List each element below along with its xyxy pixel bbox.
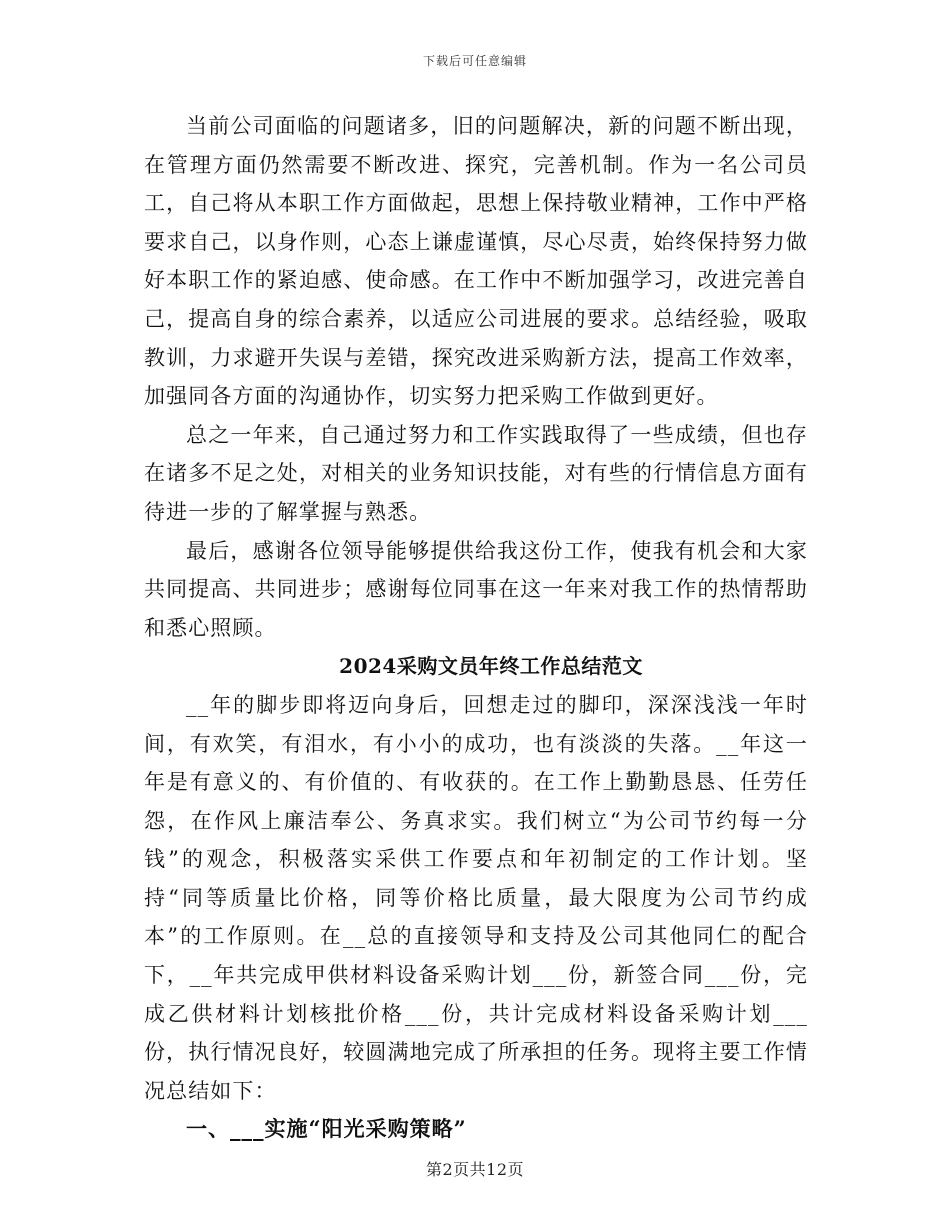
subheading: 一、___实施“阳光采购策略” (186, 1116, 467, 1142)
document-body (144, 107, 808, 1149)
paragraph-intro: __年的脚步即将迈向身后，回想走过的脚印，深深浅浅一年时间，有欢笑，有泪水，有小小的成功，也有淡淡的失落。__年这一年是有意义的、有价值的、有收获的。在工作上勤勤恳恳、任劳任怨，在作风上廉洁奉公、务真求实。我们树立“为公司节约每一分钱”的观念，积极落实采供工作要点和年初制定的工作计划。坚持“同等质量比价格，同等价格比质量，最大限度为公司节约成本”的工作原则。在__总的直接领导和支持及公司其他同仁的配合下，__年共完成甲供材料设备采购计划___份，新签合同___份，完成乙供材料计划核批价格___份，共计完成材料设备采购计划___份，执行情况良好，较圆满地完成了所承担的任务。现将主要工作情况总结如下： (144, 692, 808, 1103)
page-footer: 第2页共12页 (425, 1160, 525, 1179)
paragraph-improvement: 当前公司面临的问题诸多，旧的问题解决，新的问题不断出现，在管理方面仍然需要不断改进、探究，完善机制。作为一名公司员工，自己将从本职工作方面做起，思想上保持敬业精神，工作中严格要求自己，以身作则，心态上谦虚谨慎，尽心尽责，始终保持努力做好本职工作的紧迫感、使命感。在工作中不断加强学习，改进完善自己，提高自身的综合素养，以适应公司进展的要求。总结经验，吸取教训，力求避开失误与差错，探究改进采购新方法，提高工作效率，加强同各方面的沟通协作，切实努力把采购工作做到更好。 (144, 114, 808, 409)
section-title: 2024采购文员年终工作总结范文 (339, 654, 643, 679)
paragraph-thanks: 最后，感谢各位领导能够提供给我这份工作，使我有机会和大家共同提高、共同进步；感谢每位同事在这一年来对我工作的热情帮助和悉心照顾。 (144, 538, 808, 640)
page-header: 下载后可任意编辑 (422, 54, 527, 68)
paragraph-summary: 总之一年来，自己通过努力和工作实践取得了一些成绩，但也存在诸多不足之处，对相关的业务知识技能，对有些的行情信息方面有待进一步的了解掌握与熟悉。 (144, 422, 808, 524)
